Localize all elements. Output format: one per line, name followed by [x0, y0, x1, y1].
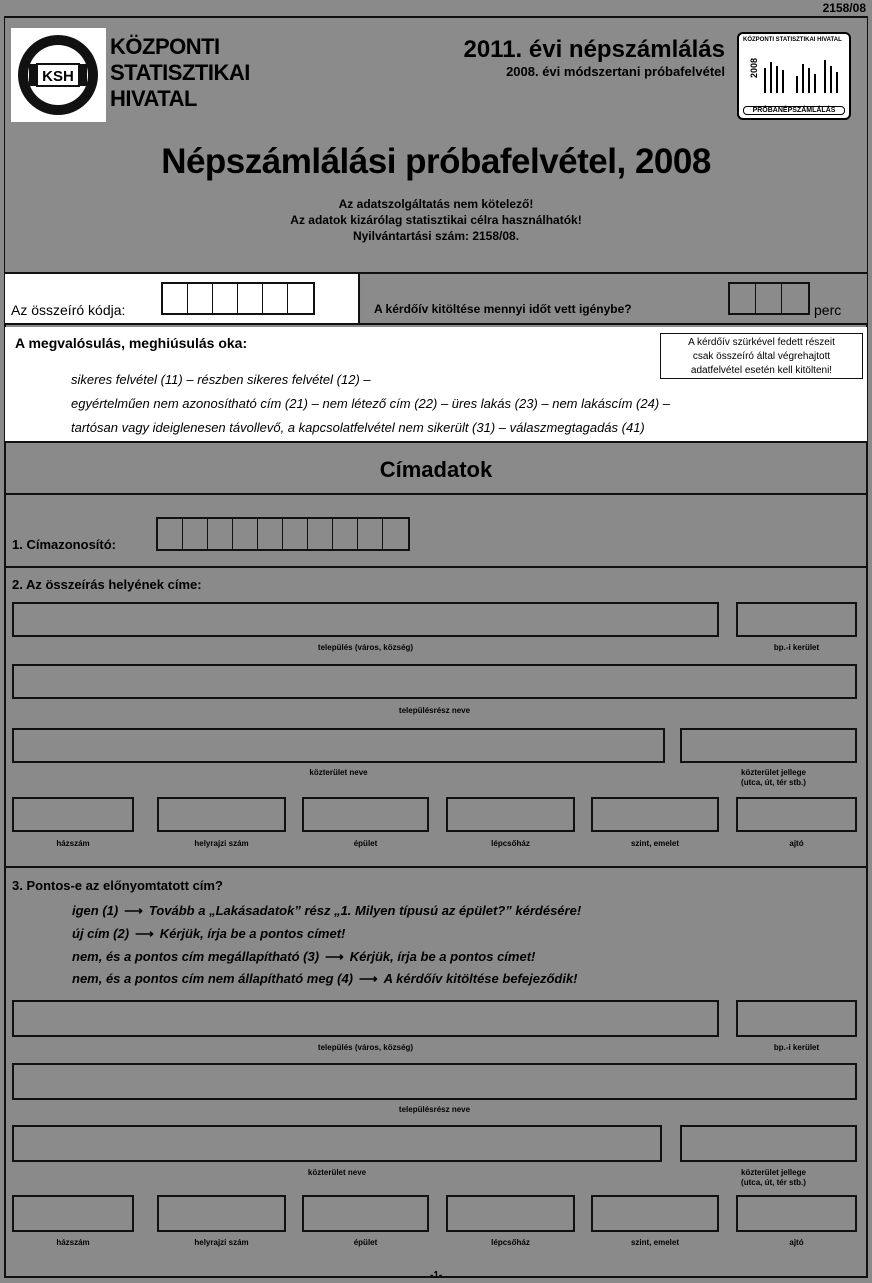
- option-instruction: Tovább a „Lakásadatok” rész „1. Milyen típusú az épület?” kérdésére!: [148, 903, 582, 918]
- q3-option[interactable]: [72, 903, 581, 919]
- divider: [5, 566, 867, 568]
- q2-label: 2. Az összeírás helyének címe:: [12, 577, 202, 592]
- lot-number-field[interactable]: [157, 797, 286, 832]
- option-code: nem, és a pontos cím megállapítható (3): [72, 949, 320, 964]
- digit-cell[interactable]: [233, 519, 258, 549]
- street-name-caption: közterület neve: [309, 768, 368, 777]
- section-title: Címadatok: [5, 445, 867, 495]
- note-line: csak összeíró által végrehajtott: [692, 351, 831, 362]
- lot-caption: helyrajzi szám: [194, 839, 249, 848]
- notice-line: Nyilvántartási szám: 2158/08.: [352, 229, 520, 243]
- q3-option[interactable]: [72, 949, 535, 965]
- enumerator-code-boxes[interactable]: [161, 282, 315, 315]
- floor-caption: szint, emelet: [630, 839, 679, 848]
- code-duration-row: [5, 272, 867, 325]
- digit-cell[interactable]: [333, 519, 358, 549]
- street-name-field[interactable]: [12, 728, 665, 763]
- q1-label: 1. Címazonosító:: [12, 537, 117, 552]
- stair-caption: lépcsőház: [491, 1238, 530, 1247]
- digit-cell[interactable]: [258, 519, 283, 549]
- note-line: adatfelvétel esetén kell kitölteni!: [690, 365, 833, 376]
- arrow-right-icon: ⟶: [135, 926, 154, 941]
- reason-heading: A megvalósulás, meghiúsulás oka:: [15, 335, 248, 351]
- census-subtitle: 2008. évi módszertani próbafelvétel: [506, 64, 725, 79]
- digit-cell[interactable]: [158, 519, 183, 549]
- digit-cell[interactable]: [383, 519, 408, 549]
- settlement-caption: település (város, község): [317, 1043, 414, 1052]
- option-code: új cím (2): [72, 926, 130, 941]
- arrow-right-icon: ⟶: [359, 971, 378, 986]
- new-district-field[interactable]: [736, 1000, 857, 1037]
- reason-line: tartósan vagy ideiglenesen távollevő, a kapcsolatfelvétel nem sikerült (31) – válaszmegtagadás (41): [71, 420, 645, 435]
- lot-caption: helyrajzi szám: [194, 1238, 249, 1247]
- arrow-right-icon: ⟶: [124, 903, 143, 918]
- address-id-boxes[interactable]: [156, 517, 410, 551]
- house-caption: házszám: [56, 839, 90, 848]
- digit-cell[interactable]: [208, 519, 233, 549]
- district-field[interactable]: [736, 602, 857, 637]
- option-code: igen (1): [72, 903, 119, 918]
- house-number-field[interactable]: [12, 797, 134, 832]
- floor-field[interactable]: [591, 797, 719, 832]
- new-street-type-field[interactable]: [680, 1125, 857, 1162]
- arrow-right-icon: ⟶: [325, 949, 344, 964]
- stair-field[interactable]: [446, 797, 575, 832]
- org-line1: KÖZPONTI: [110, 34, 220, 59]
- logo-text: KSH: [42, 68, 74, 85]
- form-code: 2158/08: [822, 1, 866, 15]
- settlement-field[interactable]: [12, 602, 719, 637]
- notice-line: Az adatok kizárólag statisztikai célra használhatók!: [290, 213, 582, 227]
- gray-area-note: [660, 333, 863, 379]
- building-caption: épület: [353, 839, 378, 848]
- digit-cell[interactable]: [163, 284, 188, 313]
- org-line2: STATISZTIKAI: [110, 60, 250, 85]
- digit-cell[interactable]: [263, 284, 288, 313]
- notices: [5, 196, 867, 244]
- note-line: A kérdőív szürkével fedett részeit: [688, 337, 835, 348]
- divider: [5, 866, 867, 868]
- door-field[interactable]: [736, 797, 857, 832]
- building-caption: épület: [353, 1238, 378, 1247]
- page-number: -1-: [430, 1270, 443, 1281]
- house-caption: házszám: [56, 1238, 90, 1247]
- street-type-caption-2: (utca, út, tér stb.): [741, 778, 806, 787]
- main-title: Népszámlálási próbafelvétel, 2008: [161, 142, 711, 181]
- census-stamp: [737, 32, 851, 120]
- door-caption: ajtó: [789, 1238, 804, 1247]
- digit-cell[interactable]: [283, 519, 308, 549]
- settlement-caption: település (város, község): [317, 643, 414, 652]
- district-caption: bp.-i kerület: [773, 1043, 820, 1052]
- digit-cell[interactable]: [782, 284, 808, 313]
- new-floor-field[interactable]: [591, 1195, 719, 1232]
- duration-boxes[interactable]: [728, 282, 810, 315]
- reason-line: egyértelműen nem azonosítható cím (21) – nem létező cím (22) – üres lakás (23) – nem lakáscím (24) –: [71, 396, 670, 411]
- enumerator-code-label: Az összeíró kódja:: [11, 302, 126, 318]
- building-field[interactable]: [302, 797, 429, 832]
- duration-label: A kérdőív kitöltése mennyi időt vett igénybe?: [374, 302, 632, 316]
- new-lot-number-field[interactable]: [157, 1195, 286, 1232]
- street-type-caption-2: (utca, út, tér stb.): [741, 1178, 806, 1187]
- option-instruction: Kérjük, írja be a pontos címet!: [349, 949, 536, 964]
- digit-cell[interactable]: [213, 284, 238, 313]
- option-instruction: Kérjük, írja be a pontos címet!: [159, 926, 346, 941]
- locality-part-caption: településrész neve: [398, 706, 471, 715]
- q3-label: 3. Pontos-e az előnyomtatott cím?: [12, 878, 223, 893]
- stamp-year: 2008: [749, 57, 759, 78]
- digit-cell[interactable]: [183, 519, 208, 549]
- option-instruction: A kérdőív kitöltése befejeződik!: [383, 971, 578, 986]
- stamp-bottom-text: PRÓBANÉPSZÁMLÁLÁS: [743, 106, 845, 115]
- digit-cell[interactable]: [308, 519, 333, 549]
- census-title-line: 2011. évi népszámlálás: [463, 36, 725, 63]
- hands-icon: [745, 48, 845, 98]
- district-caption: bp.-i kerület: [773, 643, 820, 652]
- door-caption: ajtó: [789, 839, 804, 848]
- option-code: nem, és a pontos cím nem állapítható meg (4): [72, 971, 354, 986]
- outcome-reason: [5, 327, 867, 443]
- new-building-field[interactable]: [302, 1195, 429, 1232]
- duration-area: [362, 274, 867, 323]
- street-name-caption: közterület neve: [307, 1168, 367, 1177]
- digit-cell[interactable]: [730, 284, 756, 313]
- street-type-field[interactable]: [680, 728, 857, 763]
- locality-part-field[interactable]: [12, 664, 857, 699]
- new-door-field[interactable]: [736, 1195, 857, 1232]
- digit-cell[interactable]: [756, 284, 782, 313]
- reason-line: sikeres felvétel (11) – részben sikeres felvétel (12) –: [71, 372, 371, 387]
- duration-unit: perc: [814, 302, 842, 318]
- new-settlement-field[interactable]: [12, 1000, 719, 1037]
- notice-line: Az adatszolgáltatás nem kötelező!: [338, 197, 534, 211]
- q3-option[interactable]: [72, 926, 345, 942]
- digit-cell[interactable]: [188, 284, 213, 313]
- stamp-top-text: KÖZPONTI STATISZTIKAI HIVATAL: [743, 37, 842, 43]
- q3-option[interactable]: [72, 971, 578, 987]
- street-type-caption: közterület jellege: [741, 1168, 806, 1177]
- floor-caption: szint, emelet: [630, 1238, 679, 1247]
- digit-cell[interactable]: [358, 519, 383, 549]
- stair-caption: lépcsőház: [491, 839, 530, 848]
- locality-part-caption: településrész neve: [398, 1105, 471, 1114]
- org-line3: HIVATAL: [110, 86, 197, 111]
- ksh-logo: [11, 28, 106, 122]
- new-locality-part-field[interactable]: [12, 1063, 857, 1100]
- digit-cell[interactable]: [238, 284, 263, 313]
- street-type-caption: közterület jellege: [741, 768, 806, 777]
- census-title: [380, 36, 725, 79]
- org-name: [110, 34, 250, 112]
- new-street-name-field[interactable]: [12, 1125, 662, 1162]
- enumerator-code-area: [5, 274, 360, 323]
- new-house-number-field[interactable]: [12, 1195, 134, 1232]
- digit-cell[interactable]: [288, 284, 313, 313]
- new-stair-field[interactable]: [446, 1195, 575, 1232]
